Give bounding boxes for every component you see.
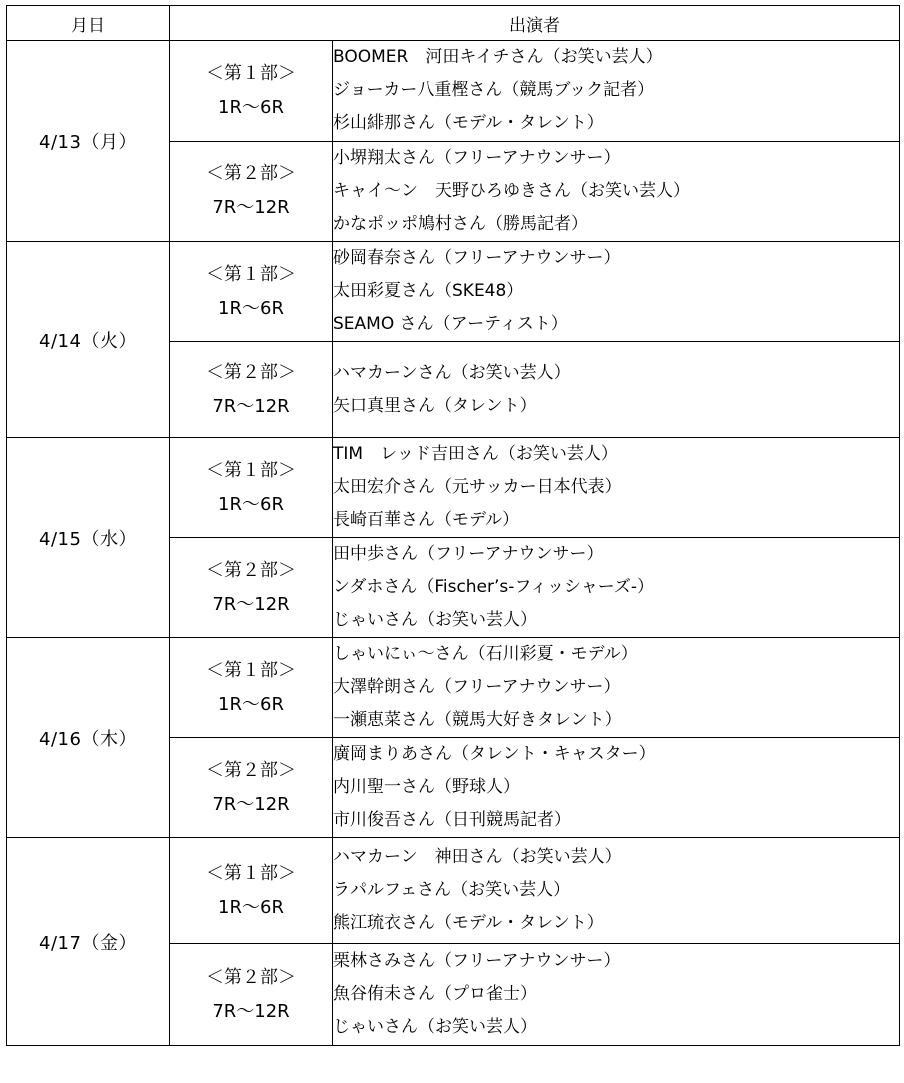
race-range: 1R～6R [218, 896, 284, 918]
date-cell: 4/17（金） [7, 838, 170, 1046]
race-range: 7R～12R [212, 793, 290, 815]
performer: 栗林さみさん（フリーアナウンサー） [333, 951, 621, 971]
performer: SEAMO さん（アーティスト） [333, 314, 568, 334]
cast-column-header: 出演者 [170, 6, 900, 41]
race-range: 7R～12R [212, 1000, 290, 1022]
race-range: 7R～12R [212, 593, 290, 615]
performer: 小堺翔太さん（フリーアナウンサー） [333, 147, 621, 168]
part-label: ＜第２部＞ [206, 759, 296, 781]
race-range: 1R～6R [218, 693, 284, 715]
part-cell [170, 438, 333, 538]
performer: 一瀬恵菜さん（競馬大好きタレント） [333, 710, 622, 730]
performer: 太田彩夏さん（SKE48） [333, 281, 524, 301]
performer: じゃいさん（お笑い芸人） [333, 1017, 537, 1037]
performer-list [333, 944, 900, 1046]
part-cell [170, 342, 333, 438]
part-label: ＜第１部＞ [206, 659, 296, 681]
performer: 市川俊吾さん（日刊競馬記者） [333, 810, 571, 830]
part-cell [170, 738, 333, 838]
race-range: 1R～6R [218, 493, 284, 515]
race-range: 7R～12R [212, 395, 290, 417]
performer: 内川聖一さん（野球人） [333, 777, 520, 797]
table-row [7, 41, 900, 142]
performer: TIM レッド吉田さん（お笑い芸人） [333, 444, 618, 464]
part-label: ＜第２部＞ [206, 163, 296, 185]
performer: BOOMER 河田キイチさん（お笑い芸人） [333, 47, 663, 68]
performer: キャイ～ン 天野ひろゆきさん（お笑い芸人） [333, 180, 690, 201]
part-cell [170, 944, 333, 1046]
part-cell [170, 538, 333, 638]
part-label: ＜第２部＞ [206, 966, 296, 988]
date-column-header: 月日 [7, 6, 170, 41]
performer-list [333, 638, 900, 738]
performer-list [333, 738, 900, 838]
race-range: 1R～6R [218, 297, 284, 319]
performer: 廣岡まりあさん（タレント・キャスター） [333, 744, 656, 764]
performer-list [333, 41, 900, 142]
part-label: ＜第２部＞ [206, 361, 296, 383]
performer: しゃいにぃ～さん（石川彩夏・モデル） [333, 644, 638, 664]
performer-list [333, 342, 900, 438]
part-label: ＜第１部＞ [206, 459, 296, 481]
part-label: ＜第１部＞ [206, 263, 296, 285]
performer-list [333, 438, 900, 538]
performer: 太田宏介さん（元サッカー日本代表） [333, 477, 622, 497]
performer: 長崎百華さん（モデル） [333, 510, 520, 530]
performer: ラパルフェさん（お笑い芸人） [333, 880, 571, 900]
performer: 魚谷侑未さん（プロ雀士） [333, 984, 537, 1004]
header-row [7, 6, 900, 41]
part-cell [170, 242, 333, 342]
schedule-table [6, 5, 900, 1046]
date-cell: 4/13（月） [7, 41, 170, 242]
date-cell: 4/16（木） [7, 638, 170, 838]
part-label: ＜第１部＞ [206, 862, 296, 884]
performer-list [333, 838, 900, 944]
performer: 砂岡春奈さん（フリーアナウンサー） [333, 248, 621, 268]
performer: 熊江琉衣さん（モデル・タレント） [333, 913, 604, 933]
performer: ハマカーンさん（お笑い芸人） [333, 362, 571, 383]
performer: ンダホさん（Fischer’s-フィッシャーズ-） [333, 577, 654, 597]
part-cell [170, 141, 333, 242]
performer-list [333, 242, 900, 342]
performer: 大澤幹朗さん（フリーアナウンサー） [333, 677, 621, 697]
date-cell: 4/15（水） [7, 438, 170, 638]
performer: 杉山緋那さん（モデル・タレント） [333, 113, 604, 134]
performer: ジョーカー八重樫さん（競馬ブック記者） [333, 80, 655, 101]
performer: 矢口真里さん（タレント） [333, 395, 537, 416]
part-label: ＜第２部＞ [206, 559, 296, 581]
race-range: 1R～6R [218, 96, 284, 118]
table-row [7, 838, 900, 944]
race-range: 7R～12R [212, 197, 290, 219]
part-cell [170, 41, 333, 142]
date-cell: 4/14（火） [7, 242, 170, 438]
table-row [7, 638, 900, 738]
performer-list [333, 538, 900, 638]
performer: 田中歩さん（フリーアナウンサー） [333, 544, 604, 564]
performer: ハマカーン 神田さん（お笑い芸人） [333, 847, 622, 867]
table-row [7, 242, 900, 342]
table-row [7, 438, 900, 538]
performer-list [333, 141, 900, 242]
performer: かなポッポ鳩村さん（勝馬記者） [333, 213, 588, 234]
performer: じゃいさん（お笑い芸人） [333, 610, 537, 630]
part-cell [170, 838, 333, 944]
part-cell [170, 638, 333, 738]
part-label: ＜第１部＞ [206, 62, 296, 84]
